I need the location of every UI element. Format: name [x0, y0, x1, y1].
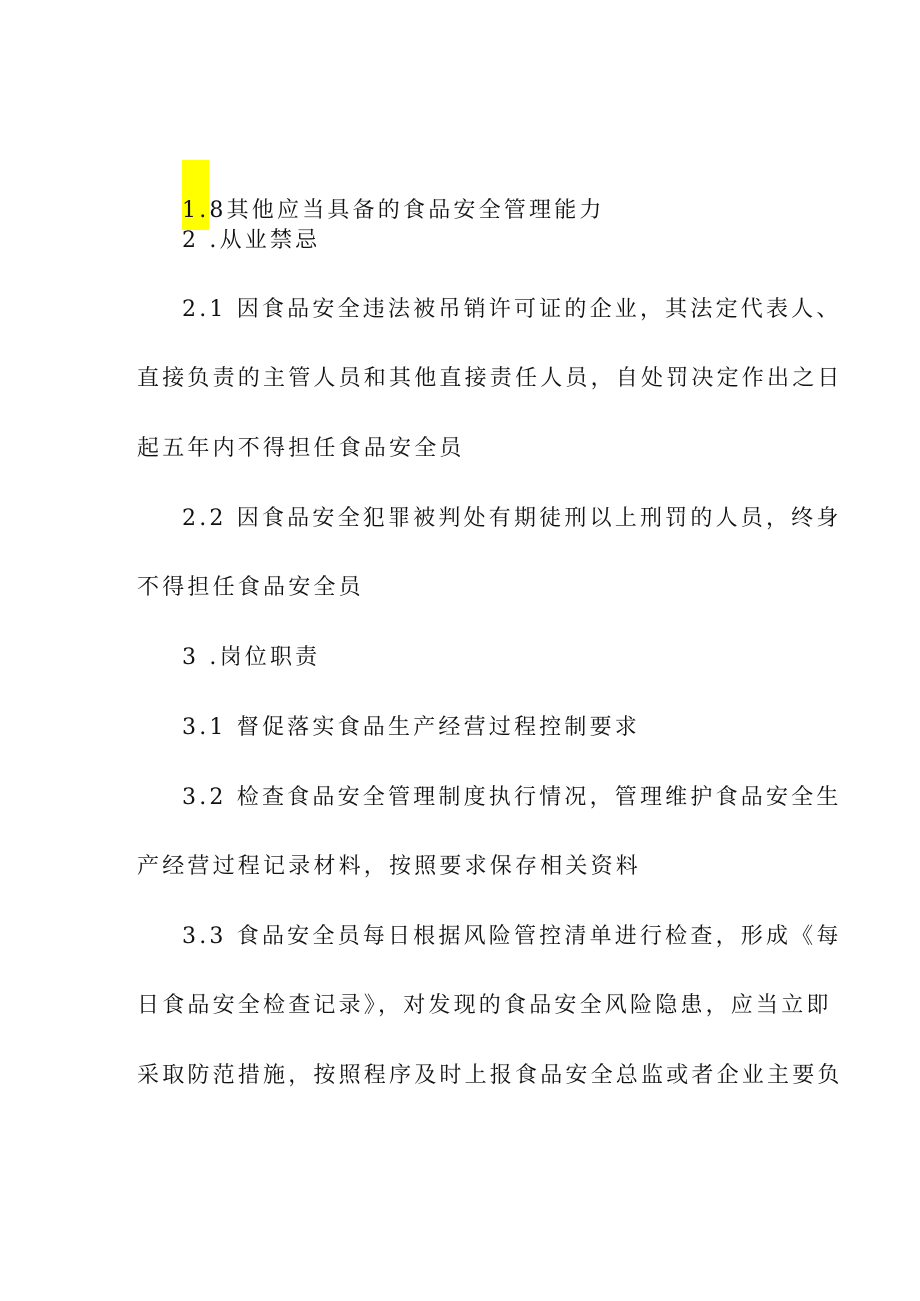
paragraph-line: [0, 783, 920, 813]
paragraph-line: [0, 991, 920, 1021]
line-text: 不得担任食品安全员: [137, 575, 364, 600]
line-text: 3.2 检查食品安全管理制度执行情况，管理维护食品安全生: [182, 785, 842, 810]
section-heading: [0, 226, 920, 256]
line-text: 日食品安全检查记录》，对发现的食品安全风险隐患，应当立即: [137, 993, 832, 1018]
paragraph-line: [0, 573, 920, 603]
line-text: 起五年内不得担任食品安全员: [137, 436, 465, 461]
paragraph-line: [0, 504, 920, 534]
paragraph-line: [0, 156, 920, 226]
line-text: 2.2 因食品安全犯罪被判处有期徒刑以上刑罚的人员，终身: [182, 506, 842, 531]
line-text: 2 .从业禁忌: [182, 228, 321, 253]
paragraph-line: [0, 713, 920, 743]
line-text: 3.1 督促落实食品生产经营过程控制要求: [182, 715, 640, 740]
highlighted-text: 1.: [182, 160, 209, 230]
paragraph-line: [0, 922, 920, 952]
paragraph-line: [0, 364, 920, 394]
line-text: 直接负责的主管人员和其他直接责任人员，自处罚决定作出之日: [137, 366, 843, 391]
line-text: 采取防范措施，按照程序及时上报食品安全总监或者企业主要负: [137, 1063, 843, 1088]
paragraph-line: [0, 852, 920, 882]
line-text: 3.3 食品安全员每日根据风险管控清单进行检查，形成《每: [182, 924, 842, 949]
line-text: 2.1 因食品安全违法被吊销许可证的企业，其法定代表人、: [182, 297, 842, 322]
line-text: 8其他应当具备的食品安全管理能力: [209, 198, 605, 223]
line-text: 产经营过程记录材料，按照要求保存相关资料: [137, 854, 642, 879]
paragraph-line: [0, 295, 920, 325]
section-heading: [0, 643, 920, 673]
line-text: 3 .岗位职责: [182, 645, 321, 670]
paragraph-line: [0, 1061, 920, 1091]
paragraph-line: [0, 434, 920, 464]
